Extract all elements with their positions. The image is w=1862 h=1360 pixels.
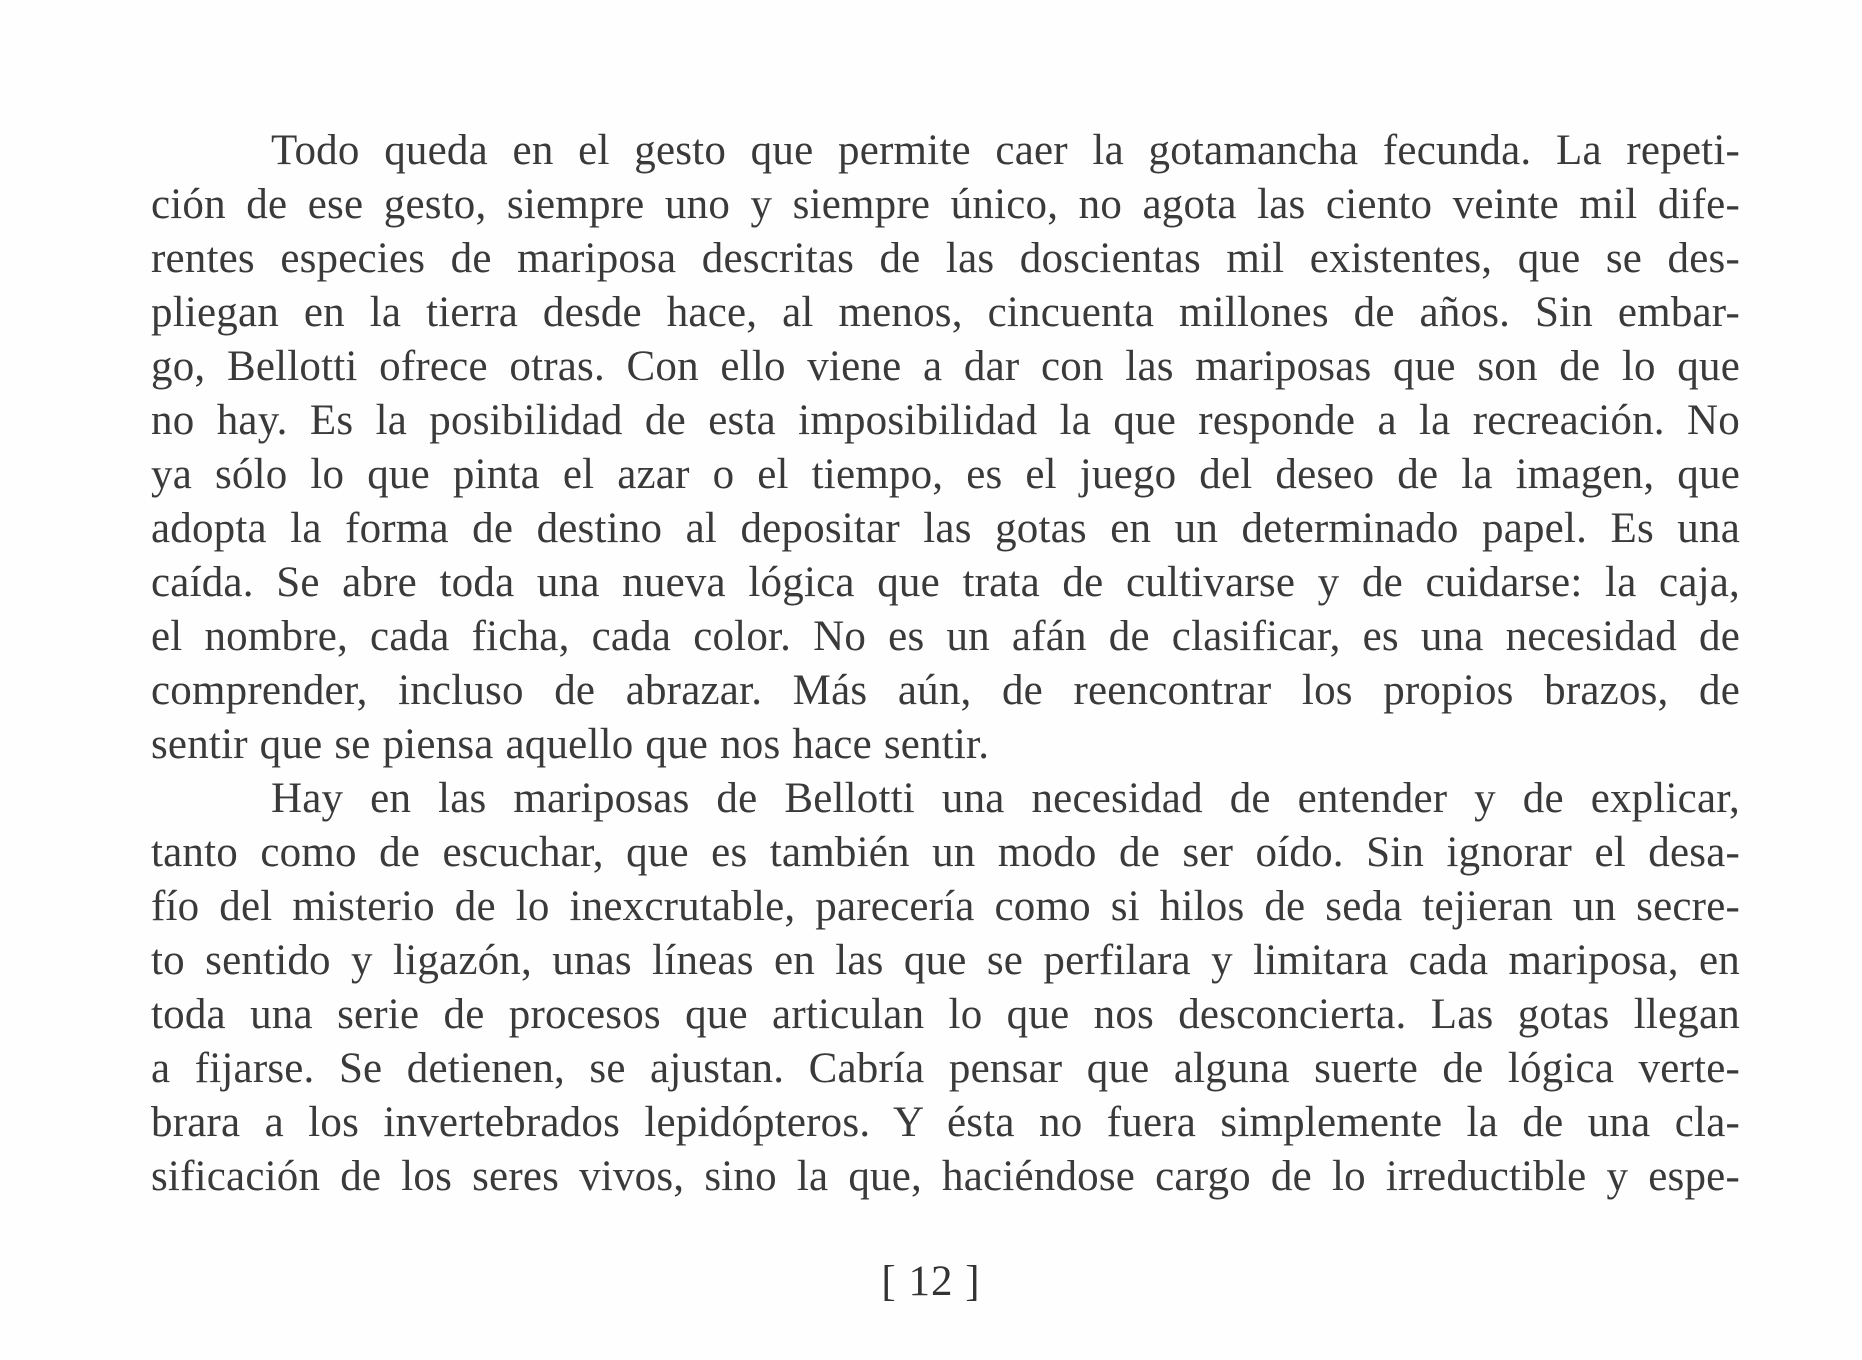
paragraph-1-line-11: comprender, incluso de abrazar. Más aún, de reencontrar los propios brazos, de [151, 667, 1740, 714]
paragraph-1-line-9: caída. Se abre toda una nueva lógica que trata de cultivarse y de cuidarse: la caja, [151, 559, 1740, 606]
paragraph-1-line-6: no hay. Es la posibilidad de esta imposibilidad la que responde a la recreación. No [151, 397, 1740, 444]
paragraph-2-line-7: brara a los invertebrados lepidópteros. Y ésta no fuera simplemente la de una cla- [151, 1099, 1740, 1146]
paragraph-1-line-3: rentes especies de mariposa descritas de las doscientas mil existentes, que se des- [151, 235, 1740, 282]
paragraph-1-line-12: sentir que se piensa aquello que nos hace sentir. [151, 721, 990, 768]
paragraph-2-line-5: toda una serie de procesos que articulan lo que nos desconcierta. Las gotas llegan [151, 991, 1740, 1038]
paragraph-2-line-4: to sentido y ligazón, unas líneas en las que se perfilara y limitara cada mariposa, en [151, 937, 1740, 984]
paragraph-1-line-4: pliegan en la tierra desde hace, al menos, cincuenta millones de años. Sin embar- [151, 289, 1740, 336]
paragraph-1-line-2: ción de ese gesto, siempre uno y siempre único, no agota las ciento veinte mil dife- [151, 181, 1740, 228]
paragraph-1-line-7: ya sólo lo que pinta el azar o el tiempo, es el juego del deseo de la imagen, que [151, 451, 1740, 498]
paragraph-2-line-1: Hay en las mariposas de Bellotti una necesidad de entender y de explicar, [271, 775, 1740, 822]
paragraph-2-line-3: fío del misterio de lo inexcrutable, parecería como si hilos de seda tejieran un secre- [151, 883, 1740, 930]
paragraph-1-line-5: go, Bellotti ofrece otras. Con ello viene a dar con las mariposas que son de lo que [151, 343, 1740, 390]
page-number: [ 12 ] [881, 1258, 981, 1305]
paragraph-2-line-2: tanto como de escuchar, que es también un modo de ser oído. Sin ignorar el desa- [151, 829, 1740, 876]
body-text [151, 124, 1740, 1204]
paragraph-1-line-10: el nombre, cada ficha, cada color. No es un afán de clasificar, es una necesidad de [151, 613, 1740, 660]
paragraph-1-line-1: Todo queda en el gesto que permite caer la gotamancha fecunda. La repeti- [271, 127, 1740, 174]
paragraph-2-line-6: a fijarse. Se detienen, se ajustan. Cabría pensar que alguna suerte de lógica verte- [151, 1045, 1740, 1092]
paragraph-2-line-8: sificación de los seres vivos, sino la que, haciéndose cargo de lo irreductible y espe- [151, 1153, 1740, 1200]
paragraph-1-line-8: adopta la forma de destino al depositar las gotas en un determinado papel. Es una [151, 505, 1740, 552]
